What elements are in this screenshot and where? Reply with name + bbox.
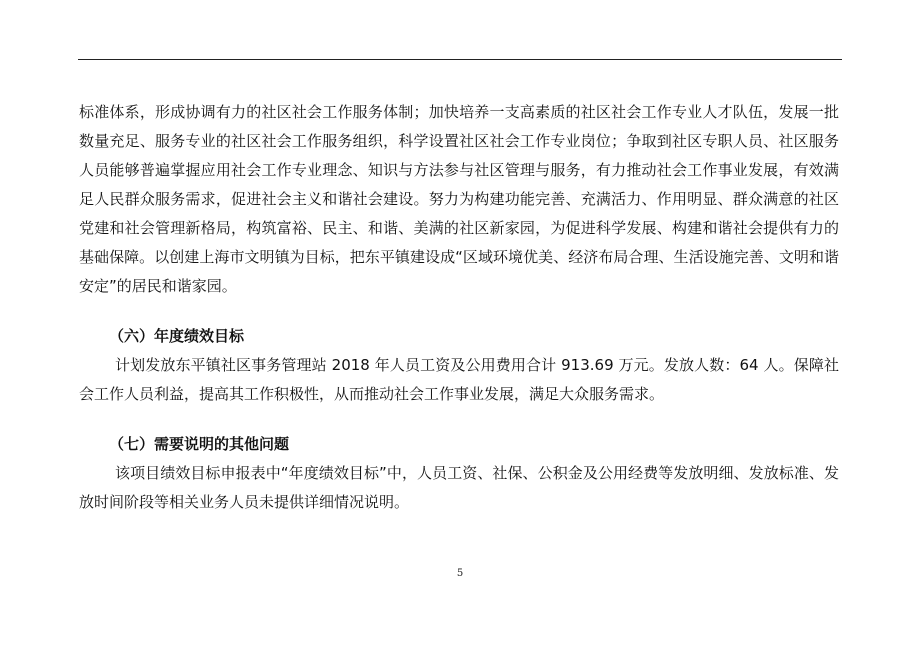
header-rule bbox=[78, 59, 842, 60]
page-number: 5 bbox=[456, 568, 464, 579]
section-annual-performance-goal bbox=[79, 322, 839, 409]
section-heading: （六）年度绩效目标 bbox=[109, 327, 245, 345]
intro-paragraph: 标准体系，形成协调有力的社区社会工作服务体制；加快培养一支高素质的社区社会工作专业人才队伍，发展一批数量充足、服务专业的社区社会工作服务组织，科学设置社区社会工作专业岗位；争取到社区专职人员、社区服务人员能够普遍掌握应用社会工作专业理念、知识与方法参与社区管理与服务，有力推动社会工作事业发展，有效满足人民群众服务需求，促进社会主义和谐社会建设。努力为构建功能完善、充满活力、作用明显、群众满意的社区党建和社会管理新格局，构筑富裕、民主、和谐、美满的社区新家园，为促进科学发展、构建和谐社会提供有力的基础保障。以创建上海市文明镇为目标，把东平镇建设成“区域环境优美、经济布局合理、生活设施完善、文明和谐安定”的居民和谐家园。 bbox=[79, 103, 839, 295]
section-text: 该项目绩效目标申报表中“年度绩效目标”中，人员工资、社保、公积金及公用经费等发放明细、发放标准、发放时间阶段等相关业务人员未提供详细情况说明。 bbox=[79, 464, 839, 511]
document-body bbox=[79, 98, 839, 517]
section-text: 计划发放东平镇社区事务管理站 2018 年人员工资及公用费用合计 913.69 万元。发放人数：64 人。保障社会工作人员利益，提高其工作积极性，从而推动社会工作事业发展，满足大众服务需求。 bbox=[79, 356, 839, 403]
section-heading: （七）需要说明的其他问题 bbox=[109, 435, 290, 453]
section-other-issues bbox=[79, 430, 839, 517]
